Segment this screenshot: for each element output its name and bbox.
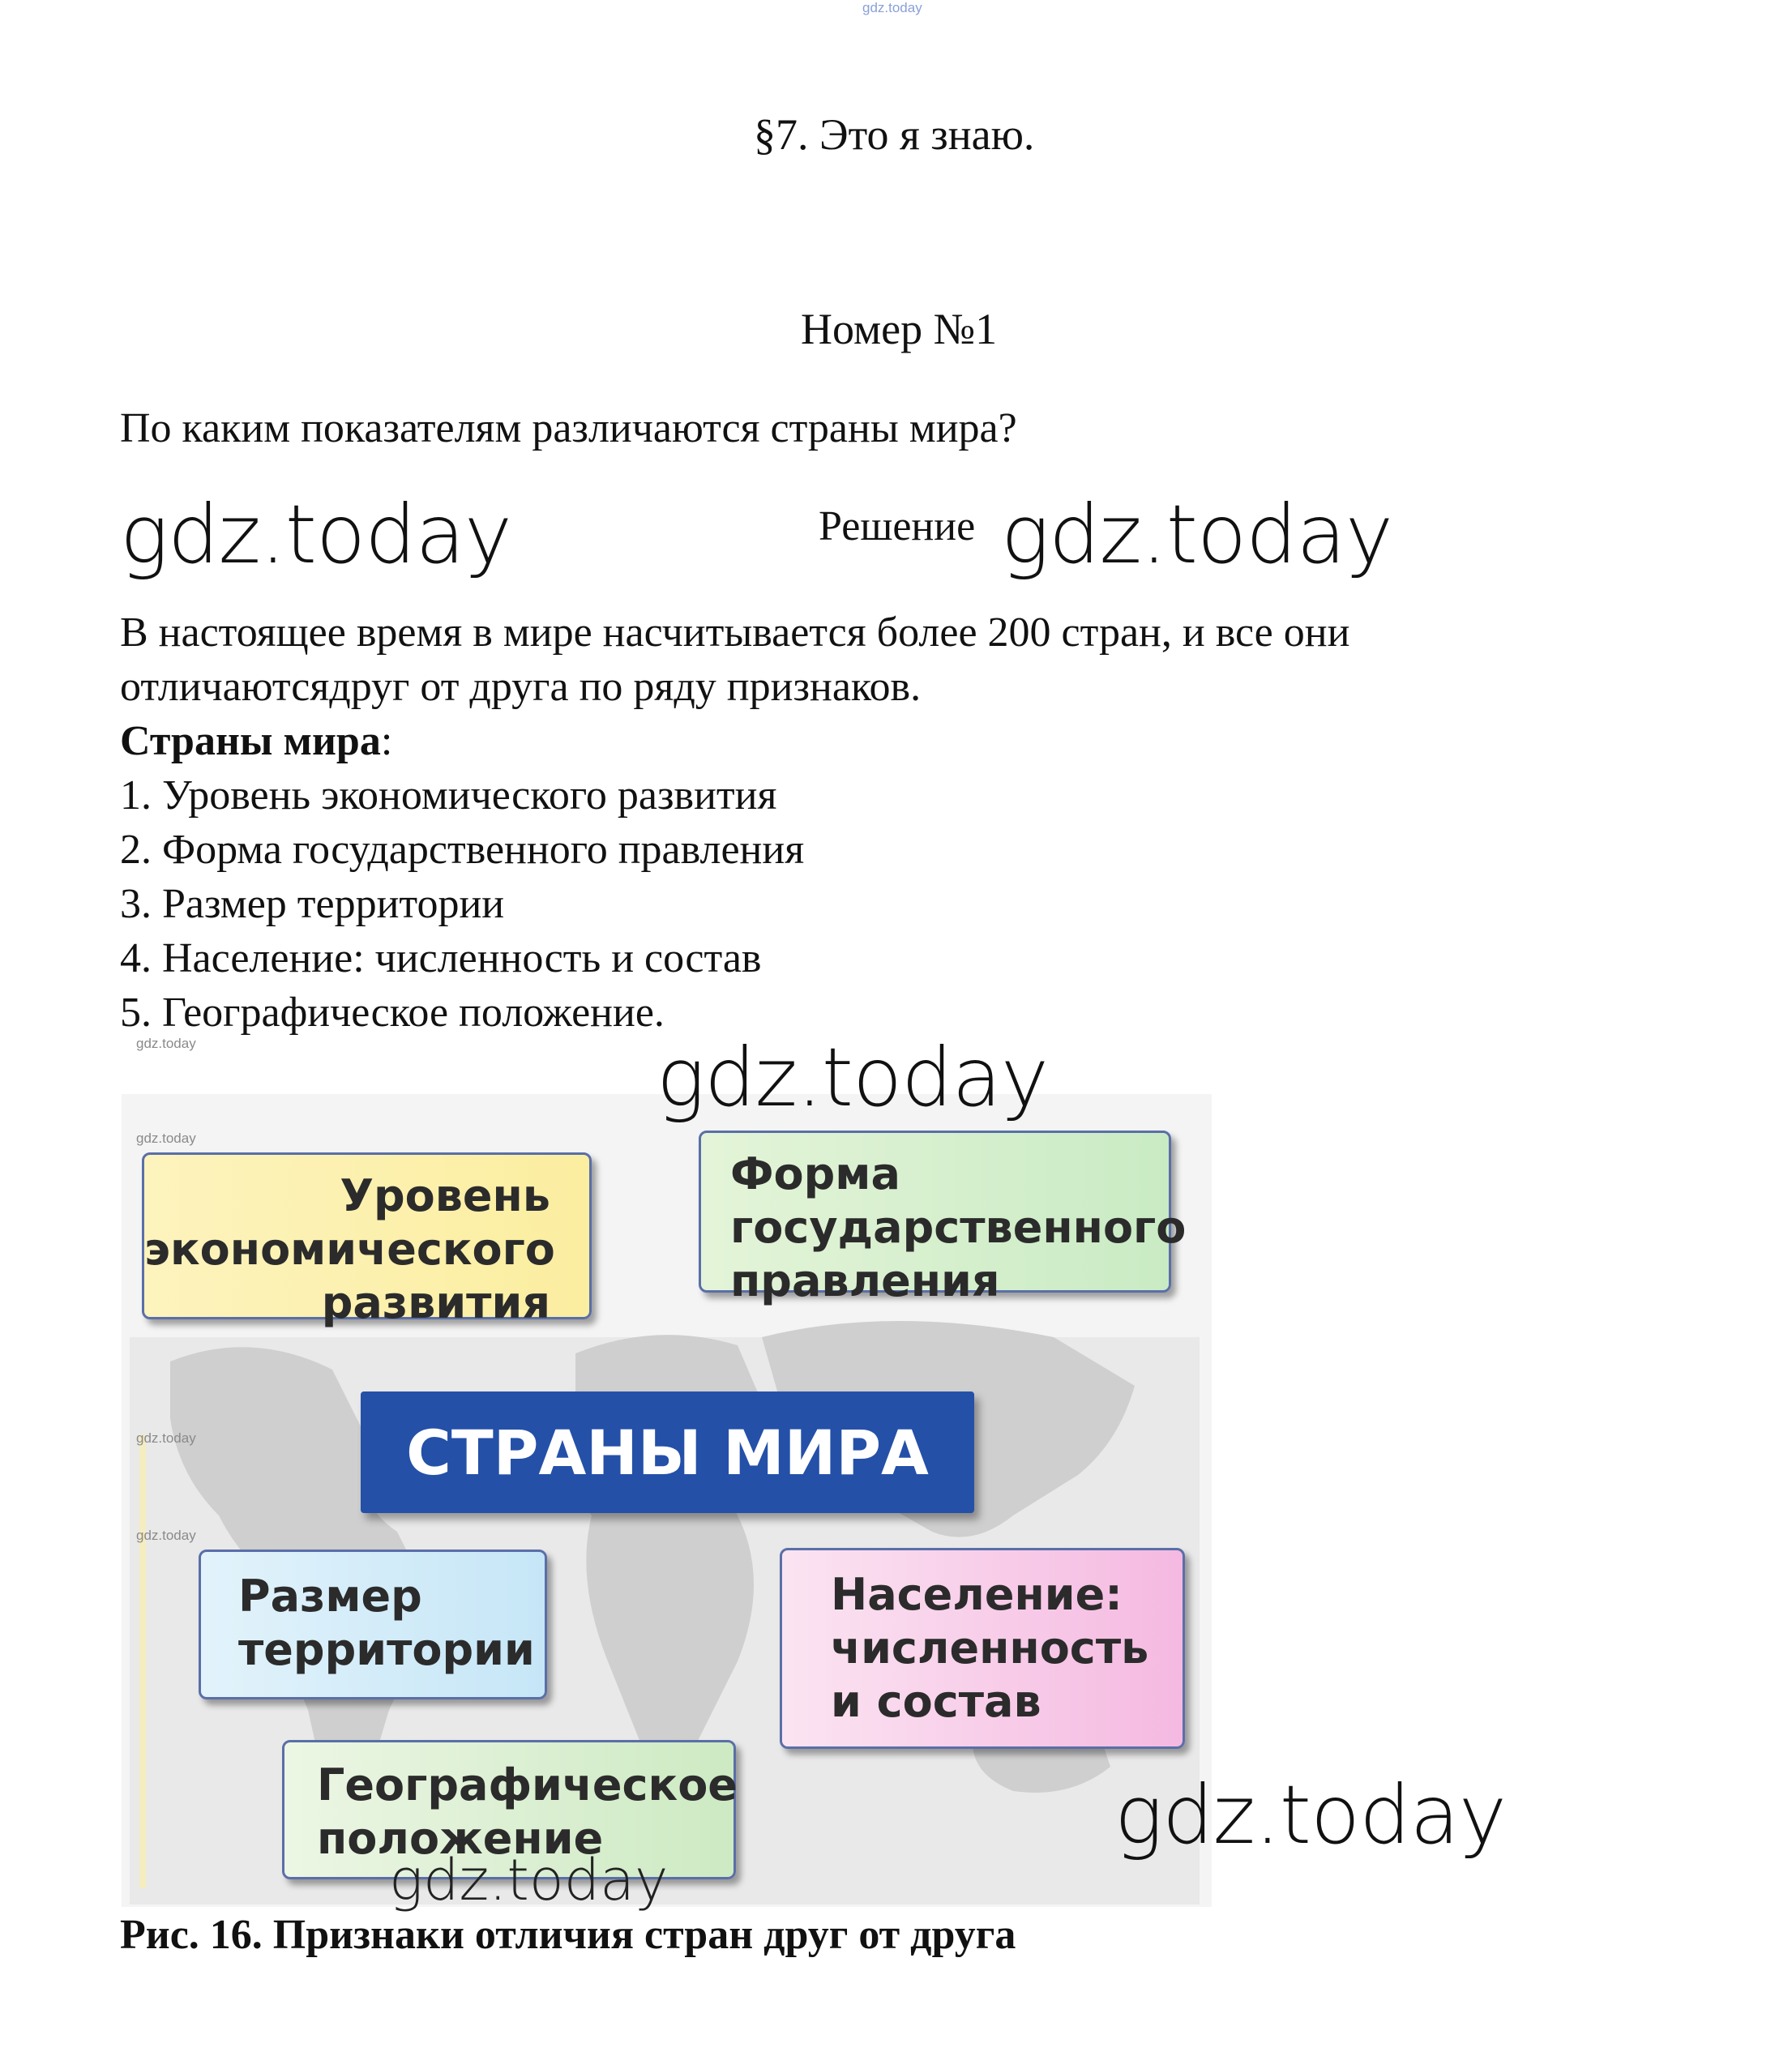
watermark-large: gdz.today	[120, 487, 512, 582]
box-population	[780, 1548, 1185, 1749]
list-heading: Страны мира	[120, 718, 381, 764]
question-text: По каким показателям различаются страны мира?	[120, 405, 1017, 451]
list-item: 5. Географическое положение.	[120, 990, 665, 1036]
watermark-large: gdz.today	[656, 1030, 1049, 1125]
list-item: 4. Население: численность и состав	[120, 935, 762, 981]
section-title: §7. Это я знаю.	[754, 110, 1035, 159]
box-government-form	[699, 1131, 1187, 1306]
answer-line-2: отличаютсядруг от друга по ряду признаков.	[120, 664, 922, 710]
watermark-small: gdz.today	[136, 1131, 196, 1146]
figure-caption: Рис. 16. Признаки отличия стран друг от друга	[120, 1912, 1016, 1958]
box-territory-size	[199, 1550, 547, 1699]
box-line: численность	[831, 1622, 1149, 1674]
box-line: и состав	[831, 1676, 1041, 1727]
watermark-small: gdz.today	[136, 1528, 196, 1543]
list-item: 1. Уровень экономического развития	[120, 772, 777, 819]
watermark-top: gdz.today	[862, 0, 922, 15]
box-line: экономического	[144, 1224, 555, 1275]
list-item: 2. Форма государственного правления	[120, 827, 805, 873]
box-line: Географическое	[317, 1759, 738, 1810]
watermark-small: gdz.today	[136, 1036, 196, 1051]
task-number: Номер №1	[801, 305, 998, 353]
list-heading-colon: :	[380, 718, 393, 764]
solution-label: Решение	[819, 503, 976, 549]
watermark-large: gdz.today	[1114, 1768, 1507, 1862]
box-line: Население:	[831, 1569, 1123, 1620]
box-line: Уровень	[340, 1170, 550, 1221]
box-line: развития	[321, 1277, 550, 1328]
list-heading-line	[120, 714, 1700, 768]
watermark-medium: gdz.today	[389, 1847, 669, 1913]
center-box-countries: СТРАНЫ МИРА	[361, 1391, 974, 1513]
box-line: Форма	[730, 1148, 900, 1199]
box-line: государственного	[730, 1202, 1187, 1253]
list-item: 3. Размер территории	[120, 881, 505, 927]
answer-line-1: В настоящее время в мире насчитывается более 200 стран, и все они	[120, 609, 1350, 656]
box-economic-level	[142, 1152, 592, 1328]
box-line: правления	[730, 1255, 1000, 1306]
box-line: территории	[238, 1624, 535, 1675]
watermark-small: gdz.today	[136, 1430, 196, 1446]
box-line: Размер	[238, 1571, 422, 1622]
answer-paragraph	[120, 605, 1700, 1040]
watermark-large: gdz.today	[1001, 487, 1393, 582]
box-line: положение	[317, 1813, 604, 1864]
figure-world-countries	[122, 1094, 1212, 1913]
